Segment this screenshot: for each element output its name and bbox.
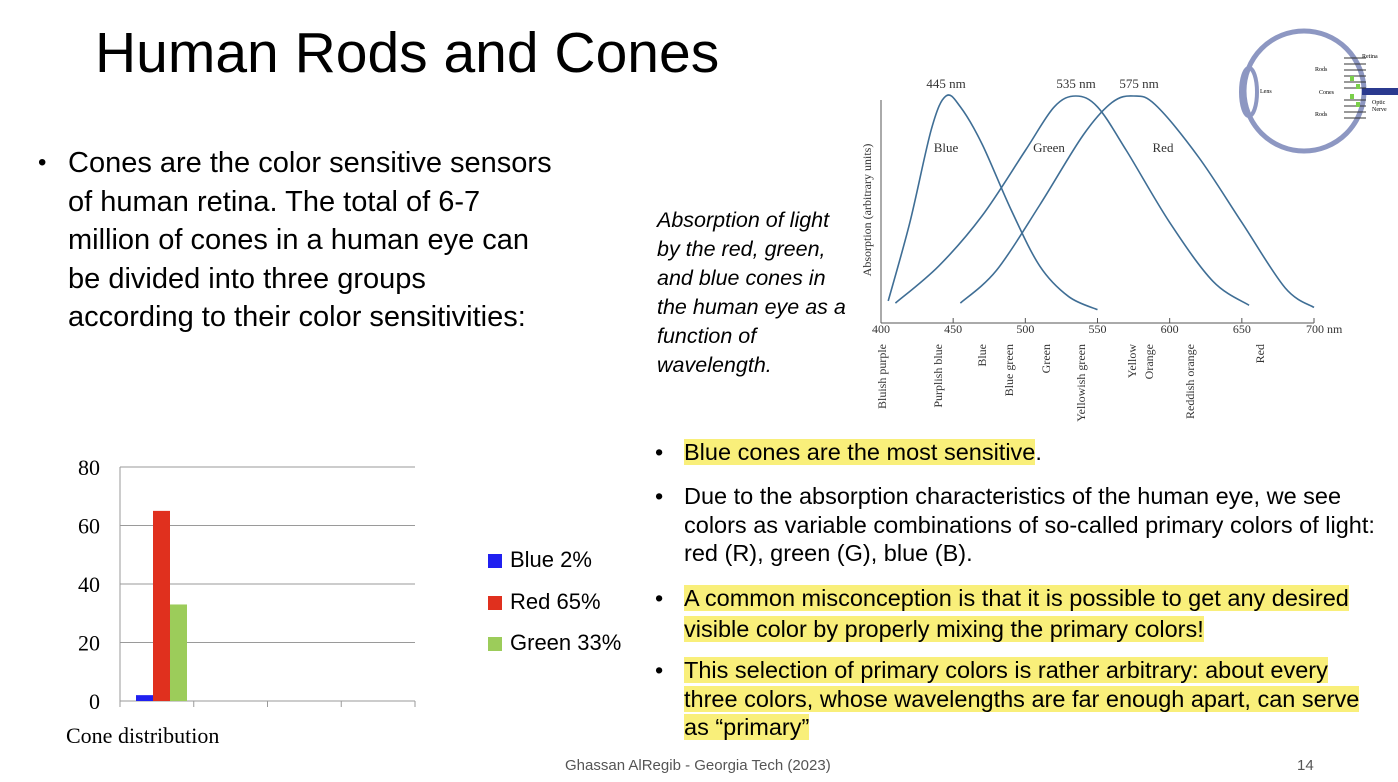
bullet-absorption bbox=[655, 482, 1380, 568]
color-band-label: Yellowish green bbox=[1074, 344, 1088, 422]
legend-item-green bbox=[488, 630, 621, 656]
eye-label-retina: Retina bbox=[1362, 54, 1378, 60]
absorption-curve-green bbox=[895, 96, 1249, 305]
bullet-2-text: Due to the absorption characteristics of the human eye, we see colors as variable combinations of so-called primary colors of light: red (R), green (G), blue (B). bbox=[684, 483, 1375, 566]
page-number: 14 bbox=[1297, 757, 1314, 774]
bullet-blue-sensitive bbox=[655, 438, 1380, 467]
bullet-arbitrary bbox=[655, 656, 1380, 742]
absorption-x-tick-label: 550 bbox=[1088, 322, 1107, 336]
bullet-4-text: This selection of primary colors is rather arbitrary: about every three colors, whose wavelengths are far enough apart, can serve as “primary” bbox=[684, 657, 1360, 740]
color-band-label: Yellow bbox=[1125, 344, 1139, 379]
bullet-dot: • bbox=[655, 439, 664, 465]
intro-text: Cones are the color sensitive sensors of human retina. The total of 6-7 million of cones in a human eye can be divided into three groups according to their color sensitivities: bbox=[68, 147, 552, 333]
color-band-label: Blue green bbox=[1002, 344, 1016, 397]
curve-label-blue: Blue bbox=[933, 140, 959, 155]
absorption-x-tick-label: 650 bbox=[1232, 322, 1251, 336]
eye-diagram bbox=[1238, 28, 1398, 158]
legend-label-green: Green 33% bbox=[510, 630, 622, 655]
absorption-x-tick-label: 700 nm bbox=[1306, 322, 1343, 336]
color-band-label: Blue bbox=[975, 344, 989, 367]
eye-label-lens: Lens bbox=[1260, 89, 1272, 95]
legend-swatch-blue bbox=[488, 554, 502, 568]
bar-green bbox=[170, 604, 187, 701]
cone-distribution-chart bbox=[60, 450, 430, 755]
bar-y-tick-label: 20 bbox=[78, 630, 100, 656]
absorption-x-tick-label: 450 bbox=[944, 322, 963, 336]
peak-label-575: 575 nm bbox=[1119, 76, 1159, 91]
absorption-y-label: Absorption (arbitrary units) bbox=[860, 143, 874, 277]
bullet-misconception bbox=[655, 583, 1380, 645]
intro-bullet bbox=[38, 144, 558, 337]
footer-text: Ghassan AlRegib - Georgia Tech (2023) bbox=[565, 757, 831, 774]
absorption-x-tick-label: 400 bbox=[872, 322, 890, 336]
color-band-label: Reddish orange bbox=[1183, 344, 1197, 419]
eye-label-optic: Optic bbox=[1372, 100, 1386, 106]
legend-item-red bbox=[488, 589, 601, 615]
bar-blue bbox=[136, 695, 153, 701]
bullet-dot: • bbox=[655, 657, 664, 683]
slide-title: Human Rods and Cones bbox=[95, 21, 720, 85]
optic-nerve-shape bbox=[1362, 88, 1398, 95]
bar-y-tick-label: 60 bbox=[78, 513, 100, 539]
absorption-curve-blue bbox=[888, 95, 1097, 310]
absorption-caption: Absorption of light by the red, green, and blue cones in the human eye as a function of wavelength. bbox=[657, 208, 846, 377]
legend-swatch-red bbox=[488, 596, 502, 610]
eye-label-nerve: Nerve bbox=[1372, 107, 1387, 113]
bar-chart-xlabel: Cone distribution bbox=[66, 723, 220, 748]
legend-item-blue bbox=[488, 547, 592, 573]
legend-label-blue: Blue 2% bbox=[510, 547, 592, 572]
absorption-x-tick-label: 500 bbox=[1016, 322, 1035, 336]
legend-label-red: Red 65% bbox=[510, 589, 601, 614]
legend-swatch-green bbox=[488, 637, 502, 651]
bullet-dot: • bbox=[38, 149, 47, 176]
color-band-label: Red bbox=[1253, 344, 1267, 364]
absorption-x-tick-label: 600 bbox=[1160, 322, 1179, 336]
color-band-label: Bluish purple bbox=[875, 344, 889, 409]
color-band-label: Green bbox=[1039, 344, 1053, 374]
eye-label-cones: Cones bbox=[1319, 90, 1334, 96]
color-band-label: Purplish blue bbox=[931, 344, 945, 408]
peak-label-445: 445 nm bbox=[926, 76, 966, 91]
eye-label-rods-bottom: Rods bbox=[1315, 112, 1328, 118]
bar-y-tick-label: 80 bbox=[78, 455, 100, 480]
bullet-dot: • bbox=[655, 585, 664, 611]
cones-marks bbox=[1350, 76, 1360, 107]
bullet-3-text: A common misconception is that it is possible to get any desired visible color by properly mixing the primary colors! bbox=[684, 585, 1349, 642]
bullet-dot: • bbox=[655, 483, 664, 509]
eye-label-rods-top: Rods bbox=[1315, 67, 1328, 73]
curve-label-green: Green bbox=[1033, 140, 1065, 155]
bullet-1-rest: . bbox=[1035, 439, 1042, 465]
color-band-label: Orange bbox=[1142, 344, 1156, 380]
bullet-1-highlight: Blue cones are the most sensitive bbox=[684, 439, 1036, 465]
bar-y-tick-label: 0 bbox=[89, 689, 100, 714]
peak-label-535: 535 nm bbox=[1056, 76, 1096, 91]
bar-y-tick-label: 40 bbox=[78, 572, 100, 597]
bar-red bbox=[153, 511, 170, 701]
curve-label-red: Red bbox=[1152, 140, 1174, 155]
